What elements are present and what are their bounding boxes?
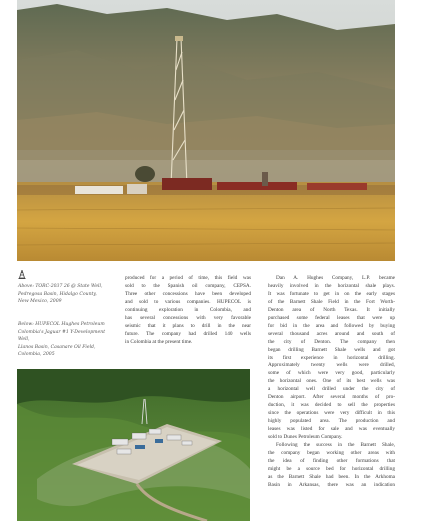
text-line: might be a source bed for horizontal drilling [268,465,395,472]
caption-line: Below: HUPECOL Hughes Petroleum [18,322,105,327]
text-line: the company began working other areas with [268,449,395,456]
text-line: began drilling Barnett Shale wells and got [268,346,395,353]
text-line: Following the success in the Barnett Shale, [276,442,395,449]
text-line: It was fortunate to get in on the early stages [268,290,395,297]
caption-line: Pedregosa Basin, Hidalgo County, [18,291,97,297]
text-line: highly populated area. The production and [268,418,395,425]
text-line: heavily involved in the horizontal shale plays. [268,282,395,289]
text-line: the horizontal ones. One of its best wells was [268,378,395,385]
text-line: for bid in the area and followed by buying [268,322,395,329]
caption-line: New Mexico, 2009 [18,299,62,305]
text-line: its first experience in horizontal drilling. [268,354,395,361]
text-line: Dan A. Hughes Company, L.P. became [276,275,395,281]
text-line: in Colombia at the present time. [125,338,193,345]
text-line: the city of Denton. The company then [268,338,395,345]
text-line: produced for a period of time, this field was [125,275,251,281]
text-line: seismic that it plans to drill in the near [125,322,251,329]
text-line: has several concessions with very favorable [125,314,251,321]
text-line: several thousand acres around and south of [268,330,395,337]
text-line: of the Barnett Shale Field in the Fort Worth- [268,298,395,305]
text-line: a horizontal well drilled under the city of [268,386,395,393]
text-line: leases was listed for sale and was eventually [268,426,395,433]
text-line: Three other concessions have been developed [125,290,251,297]
text-line: Denton area of North Texas. It initially [268,306,395,313]
text-line: some of which were very good, particularly [268,370,395,377]
text-line: sold to the Spanish oil company, CEPSA. [125,282,251,289]
text-line: since the operations were very difficult in this [268,410,395,417]
bottom-photo-well-site [17,369,250,521]
caption-line: Llanos Basin, Casanare Oil Field, [18,344,96,350]
top-photo-caption [18,283,114,306]
text-line: Approximately twenty wells were drilled, [268,362,395,369]
text-line: and sold to various companies. HUPECOL is [125,298,251,305]
text-line: Basin in Arkansas, there was an indication [268,481,395,488]
body-text-column-middle [125,275,251,347]
caption-line: Colombia, 2005 [18,352,55,358]
text-line: the idea of finding other formations that [268,457,395,464]
bottom-photo-caption [18,321,114,359]
drilling-rig-icon [18,270,26,279]
caption-line: Above: TORC-2037 26 @ State Well, [18,284,103,289]
text-line: as the Barnett Shale had been. In the Arkhoma [268,473,395,480]
body-text-column-right [268,275,395,490]
top-photo-drilling-rig [17,0,395,261]
text-line: Denton airport. After several months of pro- [268,394,395,401]
text-line: future. The company had drilled 140 wells [125,330,251,337]
caption-line: Colombia's Jaguar #1 Y-Development Well, [18,329,106,343]
text-line: continuing exploration in Colombia, and [125,306,251,313]
text-line: duction, it was decided to sell the properties [268,402,395,409]
text-line: purchased some federal leases that were up [268,314,395,321]
text-line: sold to Dunes Petroleum Company. [268,434,343,441]
